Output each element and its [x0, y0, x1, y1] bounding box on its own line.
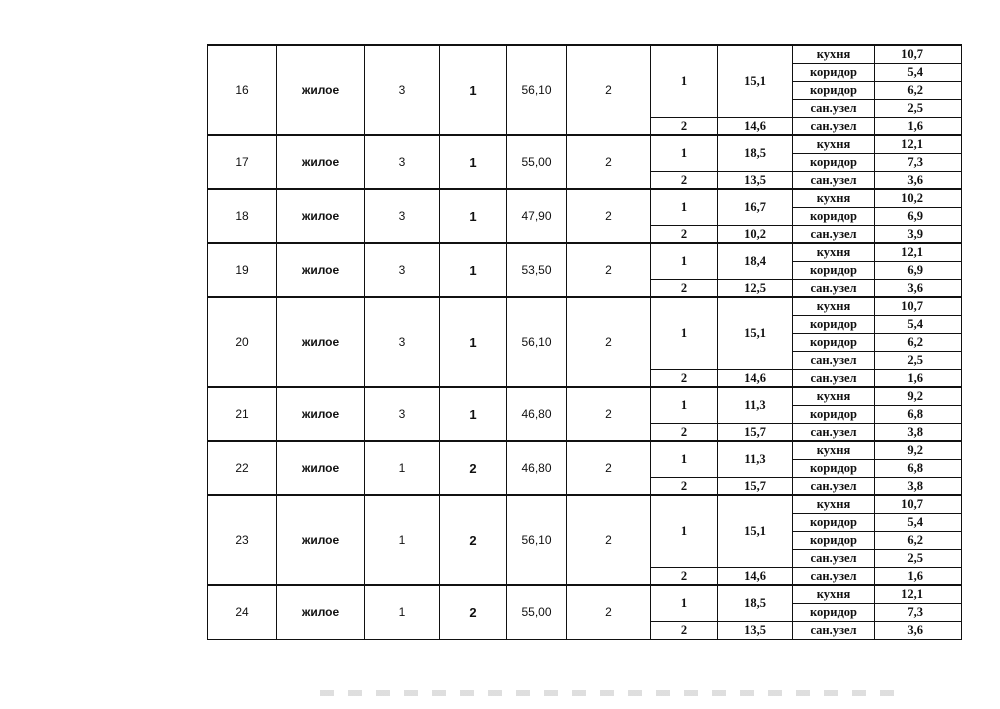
- aux-room-name: коридор: [793, 603, 875, 621]
- total-area: 46,80: [507, 441, 567, 495]
- room-index: 1: [651, 243, 718, 279]
- block-value: 1: [440, 387, 507, 441]
- room-area: 18,5: [718, 135, 793, 171]
- room-index: 1: [651, 297, 718, 369]
- floor-value: 1: [365, 441, 440, 495]
- aux-room-name: кухня: [793, 387, 875, 405]
- aux-room-name: сан.узел: [793, 171, 875, 189]
- aux-room-name: сан.узел: [793, 567, 875, 585]
- aux-room-name: коридор: [793, 315, 875, 333]
- room-area: 15,1: [718, 297, 793, 369]
- aux-room-name: коридор: [793, 81, 875, 99]
- premise-type: жилое: [277, 135, 365, 189]
- aux-room-name: сан.узел: [793, 369, 875, 387]
- total-area: 56,10: [507, 45, 567, 135]
- block-value: 2: [440, 495, 507, 585]
- apartment-number: 22: [208, 441, 277, 495]
- room-area: 12,5: [718, 279, 793, 297]
- room-index: 1: [651, 135, 718, 171]
- room-index: 2: [651, 171, 718, 189]
- aux-room-name: сан.узел: [793, 225, 875, 243]
- apartment-number: 17: [208, 135, 277, 189]
- aux-room-area: 9,2: [875, 441, 962, 459]
- premise-type: жилое: [277, 297, 365, 387]
- aux-room-area: 10,2: [875, 189, 962, 207]
- aux-room-area: 6,9: [875, 207, 962, 225]
- aux-room-name: коридор: [793, 333, 875, 351]
- floor-value: 1: [365, 585, 440, 639]
- room-area: 15,1: [718, 45, 793, 117]
- apartment-number: 16: [208, 45, 277, 135]
- block-value: 2: [440, 441, 507, 495]
- aux-room-area: 12,1: [875, 585, 962, 603]
- aux-room-area: 6,8: [875, 405, 962, 423]
- aux-room-name: сан.узел: [793, 117, 875, 135]
- aux-room-area: 6,8: [875, 459, 962, 477]
- premise-type: жилое: [277, 243, 365, 297]
- room-area: 18,4: [718, 243, 793, 279]
- aux-room-name: коридор: [793, 261, 875, 279]
- aux-room-area: 2,5: [875, 549, 962, 567]
- aux-room-area: 9,2: [875, 387, 962, 405]
- premise-type: жилое: [277, 441, 365, 495]
- aux-room-area: 5,4: [875, 63, 962, 81]
- floor-value: 1: [365, 495, 440, 585]
- aux-room-name: сан.узел: [793, 477, 875, 495]
- room-area: 14,6: [718, 117, 793, 135]
- room-count: 2: [567, 297, 651, 387]
- aux-room-area: 3,6: [875, 171, 962, 189]
- scan-artifact: [320, 690, 900, 696]
- room-area: 14,6: [718, 567, 793, 585]
- floor-value: 3: [365, 243, 440, 297]
- table-row: [208, 45, 962, 63]
- room-index: 2: [651, 369, 718, 387]
- room-count: 2: [567, 585, 651, 639]
- room-area: 15,7: [718, 423, 793, 441]
- aux-room-name: сан.узел: [793, 99, 875, 117]
- room-index: 1: [651, 189, 718, 225]
- room-count: 2: [567, 387, 651, 441]
- table-row: [208, 441, 962, 459]
- aux-room-name: кухня: [793, 585, 875, 603]
- room-count: 2: [567, 135, 651, 189]
- room-index: 2: [651, 117, 718, 135]
- room-count: 2: [567, 495, 651, 585]
- aux-room-area: 1,6: [875, 369, 962, 387]
- aux-room-name: кухня: [793, 45, 875, 63]
- aux-room-name: кухня: [793, 243, 875, 261]
- aux-room-area: 10,7: [875, 495, 962, 513]
- aux-room-name: сан.узел: [793, 423, 875, 441]
- aux-room-area: 10,7: [875, 45, 962, 63]
- apartment-number: 24: [208, 585, 277, 639]
- aux-room-name: кухня: [793, 495, 875, 513]
- aux-room-area: 6,2: [875, 333, 962, 351]
- aux-room-name: коридор: [793, 531, 875, 549]
- block-value: 1: [440, 45, 507, 135]
- total-area: 53,50: [507, 243, 567, 297]
- room-area: 15,1: [718, 495, 793, 567]
- room-index: 1: [651, 495, 718, 567]
- table-row: [208, 135, 962, 153]
- aux-room-area: 3,9: [875, 225, 962, 243]
- room-index: 2: [651, 279, 718, 297]
- table-row: [208, 297, 962, 315]
- aux-room-name: коридор: [793, 153, 875, 171]
- room-area: 11,3: [718, 441, 793, 477]
- total-area: 47,90: [507, 189, 567, 243]
- room-index: 2: [651, 225, 718, 243]
- aux-room-name: коридор: [793, 459, 875, 477]
- aux-room-area: 1,6: [875, 117, 962, 135]
- total-area: 55,00: [507, 135, 567, 189]
- table-row: [208, 585, 962, 603]
- aux-room-area: 2,5: [875, 99, 962, 117]
- apartment-number: 18: [208, 189, 277, 243]
- aux-room-area: 6,9: [875, 261, 962, 279]
- room-area: 13,5: [718, 171, 793, 189]
- block-value: 1: [440, 243, 507, 297]
- table-row: [208, 387, 962, 405]
- aux-room-name: кухня: [793, 135, 875, 153]
- aux-room-area: 3,6: [875, 279, 962, 297]
- total-area: 56,10: [507, 297, 567, 387]
- table-body: [208, 45, 962, 639]
- apartment-number: 19: [208, 243, 277, 297]
- room-area: 14,6: [718, 369, 793, 387]
- aux-room-area: 3,8: [875, 477, 962, 495]
- aux-room-area: 7,3: [875, 153, 962, 171]
- aux-room-name: коридор: [793, 513, 875, 531]
- aux-room-name: кухня: [793, 189, 875, 207]
- total-area: 56,10: [507, 495, 567, 585]
- room-area: 18,5: [718, 585, 793, 621]
- room-count: 2: [567, 243, 651, 297]
- apartment-table: [207, 44, 962, 640]
- room-index: 2: [651, 477, 718, 495]
- aux-room-name: кухня: [793, 297, 875, 315]
- aux-room-area: 3,6: [875, 621, 962, 639]
- floor-value: 3: [365, 135, 440, 189]
- total-area: 55,00: [507, 585, 567, 639]
- aux-room-name: сан.узел: [793, 279, 875, 297]
- room-area: 11,3: [718, 387, 793, 423]
- room-count: 2: [567, 45, 651, 135]
- room-index: 2: [651, 567, 718, 585]
- premise-type: жилое: [277, 495, 365, 585]
- room-index: 1: [651, 585, 718, 621]
- aux-room-area: 12,1: [875, 243, 962, 261]
- block-value: 1: [440, 297, 507, 387]
- floor-value: 3: [365, 297, 440, 387]
- aux-room-name: сан.узел: [793, 621, 875, 639]
- apartment-number: 20: [208, 297, 277, 387]
- aux-room-name: коридор: [793, 63, 875, 81]
- apartment-number: 23: [208, 495, 277, 585]
- room-area: 16,7: [718, 189, 793, 225]
- aux-room-name: сан.узел: [793, 351, 875, 369]
- aux-room-area: 6,2: [875, 531, 962, 549]
- aux-room-area: 6,2: [875, 81, 962, 99]
- block-value: 1: [440, 135, 507, 189]
- aux-room-area: 5,4: [875, 315, 962, 333]
- aux-room-area: 1,6: [875, 567, 962, 585]
- premise-type: жилое: [277, 45, 365, 135]
- aux-room-name: кухня: [793, 441, 875, 459]
- room-area: 13,5: [718, 621, 793, 639]
- floor-value: 3: [365, 387, 440, 441]
- aux-room-name: сан.узел: [793, 549, 875, 567]
- room-index: 2: [651, 423, 718, 441]
- aux-room-area: 7,3: [875, 603, 962, 621]
- floor-value: 3: [365, 189, 440, 243]
- room-count: 2: [567, 441, 651, 495]
- apartment-number: 21: [208, 387, 277, 441]
- total-area: 46,80: [507, 387, 567, 441]
- block-value: 2: [440, 585, 507, 639]
- table-row: [208, 189, 962, 207]
- aux-room-name: коридор: [793, 207, 875, 225]
- room-count: 2: [567, 189, 651, 243]
- block-value: 1: [440, 189, 507, 243]
- aux-room-name: коридор: [793, 405, 875, 423]
- aux-room-area: 10,7: [875, 297, 962, 315]
- room-area: 10,2: [718, 225, 793, 243]
- room-index: 1: [651, 387, 718, 423]
- room-index: 1: [651, 45, 718, 117]
- aux-room-area: 3,8: [875, 423, 962, 441]
- premise-type: жилое: [277, 585, 365, 639]
- aux-room-area: 2,5: [875, 351, 962, 369]
- table-row: [208, 243, 962, 261]
- aux-room-area: 5,4: [875, 513, 962, 531]
- aux-room-area: 12,1: [875, 135, 962, 153]
- premise-type: жилое: [277, 387, 365, 441]
- room-index: 1: [651, 441, 718, 477]
- table-row: [208, 495, 962, 513]
- room-area: 15,7: [718, 477, 793, 495]
- floor-value: 3: [365, 45, 440, 135]
- room-index: 2: [651, 621, 718, 639]
- premise-type: жилое: [277, 189, 365, 243]
